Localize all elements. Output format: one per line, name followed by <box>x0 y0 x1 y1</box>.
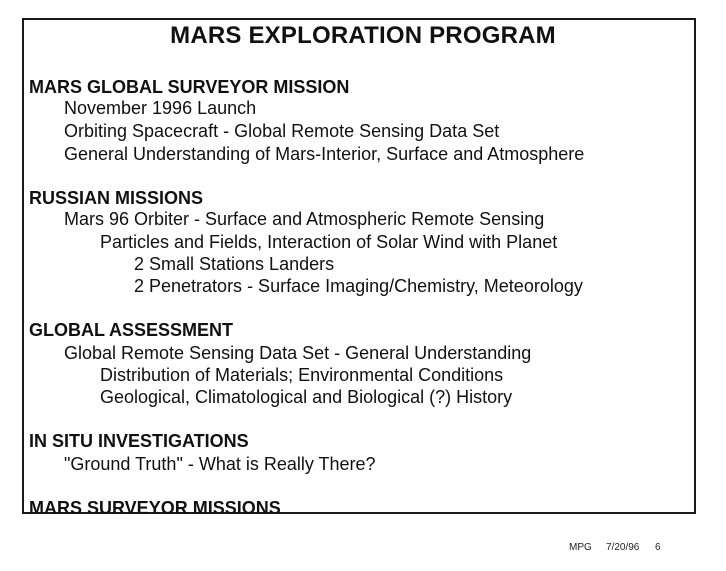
list-item: Geological, Climatological and Biological (?) History <box>100 387 513 407</box>
section-heading-in-situ: IN SITU INVESTIGATIONS <box>29 431 249 451</box>
list-item: Distribution of Materials; Environmental Conditions <box>100 365 504 385</box>
list-item: Particles and Fields, Interaction of Solar Wind with Planet <box>100 232 558 252</box>
footer-page-number: 6 <box>655 542 661 553</box>
list-item: 2 Small Stations Landers <box>134 254 335 274</box>
list-item: November 1996 Launch <box>64 98 257 118</box>
list-item: 2 Penetrators - Surface Imaging/Chemistry, Meteorology <box>134 276 583 296</box>
list-item: General Understanding of Mars-Interior, Surface and Atmosphere <box>64 144 585 164</box>
slide-title: MARS EXPLORATION PROGRAM <box>170 22 556 49</box>
section-heading-mgs: MARS GLOBAL SURVEYOR MISSION <box>29 77 350 97</box>
list-item: Orbiting Spacecraft - Global Remote Sensing Data Set <box>64 121 500 141</box>
section-heading-mars-surveyor: MARS SURVEYOR MISSIONS <box>29 498 281 518</box>
list-item: Global Remote Sensing Data Set - General Understanding <box>64 343 532 363</box>
footer-date: 7/20/96 <box>606 542 640 553</box>
list-item: Mars 96 Orbiter - Surface and Atmospheric Remote Sensing <box>64 209 545 229</box>
footer-org: MPG <box>569 542 592 553</box>
list-item: "Ground Truth" - What is Really There? <box>64 454 376 474</box>
section-heading-global-assessment: GLOBAL ASSESSMENT <box>29 320 234 340</box>
section-heading-russian: RUSSIAN MISSIONS <box>29 188 204 208</box>
